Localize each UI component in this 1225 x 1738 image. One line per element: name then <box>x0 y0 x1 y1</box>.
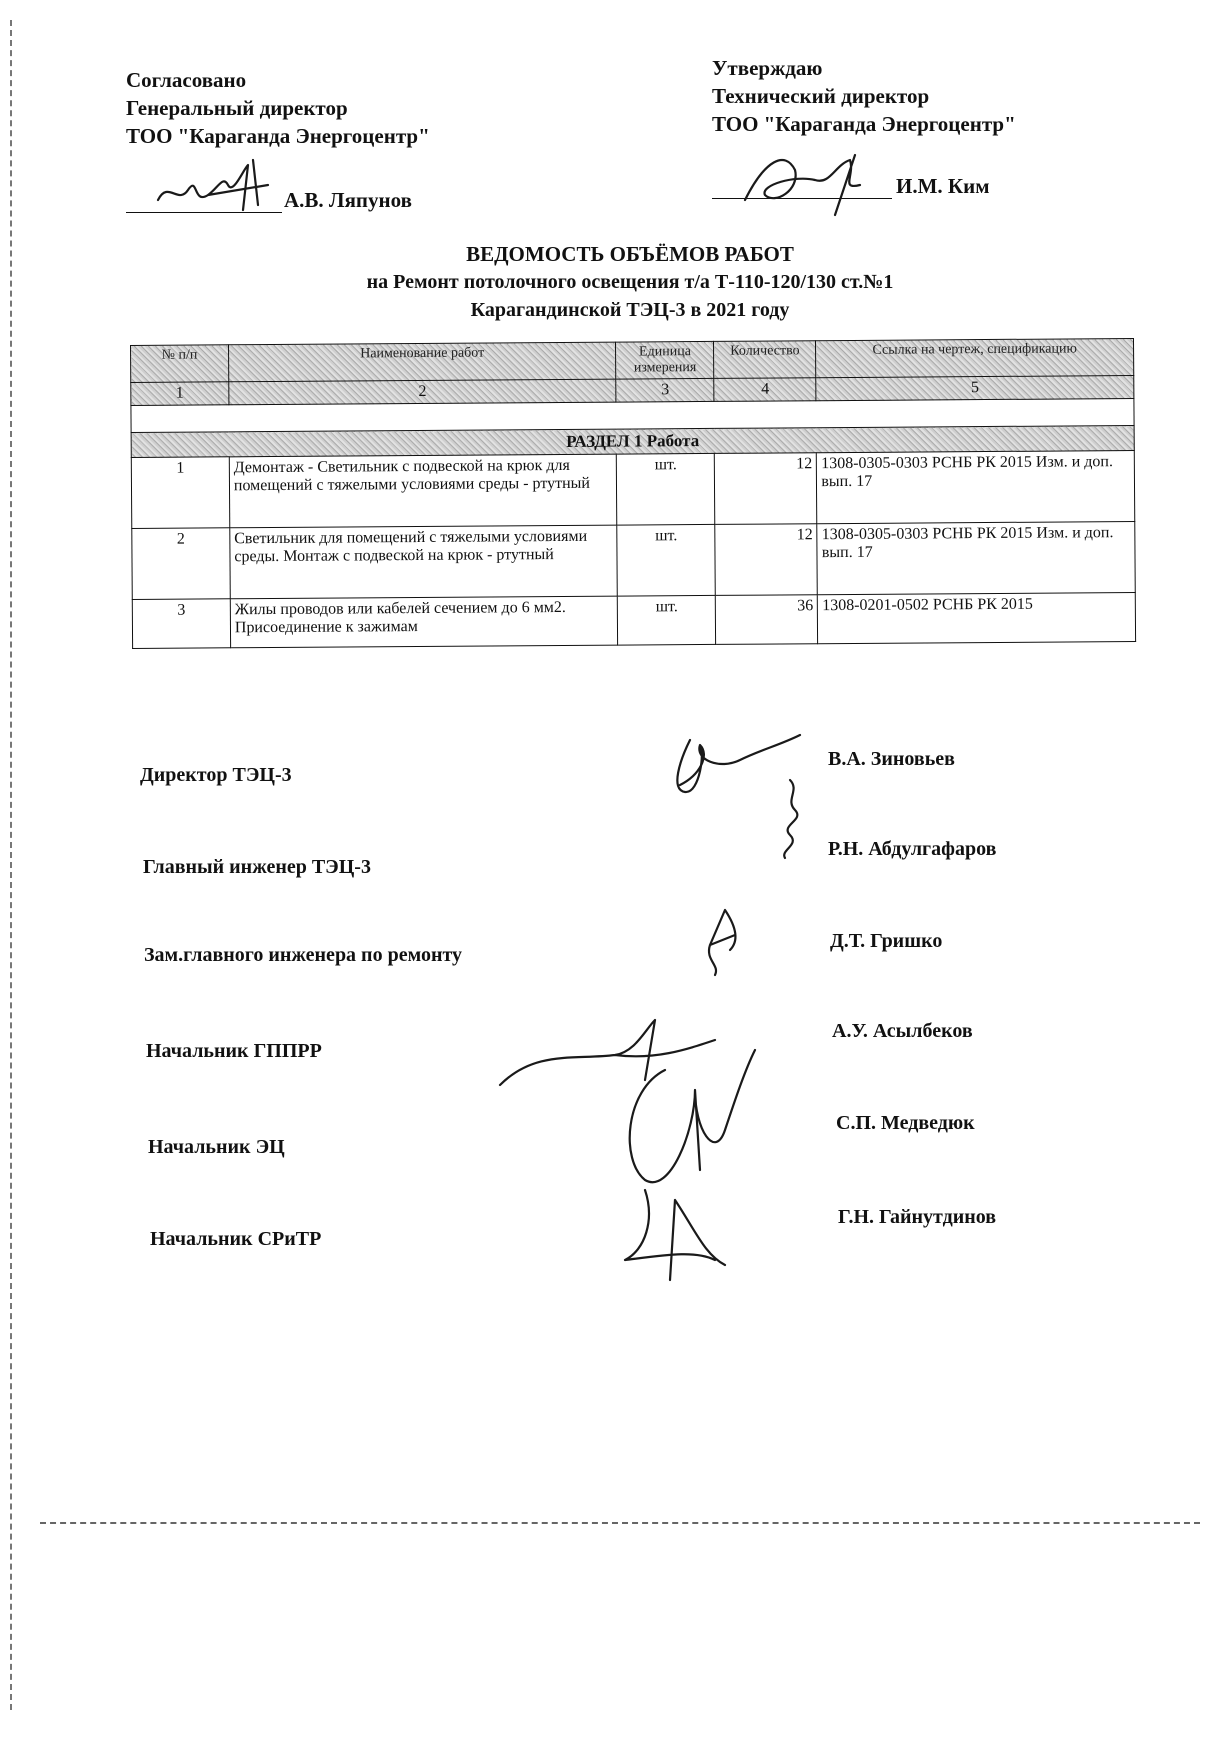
name-chief-engineer: Р.Н. Абдулгафаров <box>828 838 997 860</box>
role-deputy-chief-engineer: Зам.главного инженера по ремонту <box>144 944 463 966</box>
table-row <box>132 592 1135 648</box>
header-qty: Количество <box>714 341 816 379</box>
colnum-4: 4 <box>714 378 816 402</box>
document-subtitle: на Ремонт потолочного освещения т/а Т-110-120/130 ст.№1 <box>366 271 894 293</box>
margin-scan-line <box>10 20 12 1710</box>
approval-left <box>126 66 430 150</box>
row-qty: 12 <box>715 453 817 525</box>
role-head-ets: Начальник ЭЦ <box>148 1136 285 1158</box>
approval-right <box>712 54 1016 138</box>
signature-abdulgafarov <box>770 770 830 860</box>
bottom-dashed-line <box>40 1522 1200 1524</box>
signature-grishko <box>690 905 760 985</box>
approval-right-signer: И.М. Ким <box>896 174 990 198</box>
role-chief-engineer: Главный инженер ТЭЦ-3 <box>143 856 371 878</box>
approval-right-line1: Утверждаю <box>712 56 823 80</box>
colnum-2: 2 <box>229 379 617 405</box>
name-head-gpprr: А.У. Асылбеков <box>832 1020 973 1042</box>
name-head-sritr: Г.Н. Гайнутдинов <box>838 1206 997 1228</box>
header-unit: Единица измерения <box>616 341 714 379</box>
row-number: 1 <box>131 457 229 529</box>
signature-lyapunov <box>148 150 288 220</box>
role-director: Директор ТЭЦ-3 <box>140 764 292 786</box>
approval-left-line1: Согласовано <box>126 68 247 92</box>
row-unit: шт. <box>617 453 715 525</box>
row-number: 2 <box>132 528 230 600</box>
row-ref: 1308-0201-0502 РСНБ РК 2015 <box>818 592 1136 643</box>
row-number: 3 <box>132 599 230 649</box>
row-name: Жилы проводов или кабелей сечением до 6 мм2. Присоединение к зажимам <box>230 596 618 648</box>
document-subtitle-2: Карагандинской ТЭЦ-3 в 2021 году <box>470 299 790 321</box>
header-num: № п/п <box>131 345 229 383</box>
name-head-ets: С.П. Медведюк <box>836 1112 975 1134</box>
row-ref: 1308-0305-0303 РСНБ РК 2015 Изм. и доп. вып. 17 <box>817 521 1135 594</box>
header-ref: Ссылка на чертеж, спецификацию <box>816 338 1134 377</box>
approval-left-line3: ТОО "Караганда Энергоцентр" <box>126 124 430 148</box>
signature-kim <box>735 140 885 220</box>
role-head-sritr: Начальник СРиТР <box>150 1228 322 1250</box>
section-title: РАЗДЕЛ 1 Работа <box>131 425 1134 457</box>
approval-left-signer: А.В. Ляпунов <box>284 188 412 212</box>
signature-asylbekov-medvedyuk-gainutdinov <box>495 1010 795 1290</box>
header-name: Наименование работ <box>228 342 616 382</box>
table-row <box>132 521 1135 599</box>
row-name: Светильник для помещений с тяжелыми условиями среды. Монтаж с подвеской на крюк - ртутный <box>230 525 618 599</box>
row-ref: 1308-0305-0303 РСНБ РК 2015 Изм. и доп. вып. 17 <box>817 450 1135 523</box>
colnum-1: 1 <box>131 382 229 406</box>
row-qty: 12 <box>715 524 817 596</box>
work-volume-table <box>130 338 1136 649</box>
colnum-3: 3 <box>616 378 714 402</box>
approval-right-line3: ТОО "Караганда Энергоцентр" <box>712 112 1016 136</box>
row-qty: 36 <box>716 595 818 645</box>
colnum-5: 5 <box>816 375 1134 400</box>
approval-right-line2: Технический директор <box>712 84 930 108</box>
name-deputy-chief-engineer: Д.Т. Гришко <box>830 930 943 952</box>
row-unit: шт. <box>617 524 715 596</box>
role-head-gpprr: Начальник ГППРР <box>146 1040 322 1062</box>
row-name: Демонтаж - Светильник с подвеской на крюк для помещений с тяжелыми условиями среды - ртутный <box>229 454 617 528</box>
table-row <box>131 450 1134 528</box>
name-director: В.А. Зиновьев <box>828 748 955 770</box>
row-unit: шт. <box>618 595 716 645</box>
approval-left-line2: Генеральный директор <box>126 96 348 120</box>
document-title: ВЕДОМОСТЬ ОБЪЁМОВ РАБОТ <box>466 242 794 266</box>
